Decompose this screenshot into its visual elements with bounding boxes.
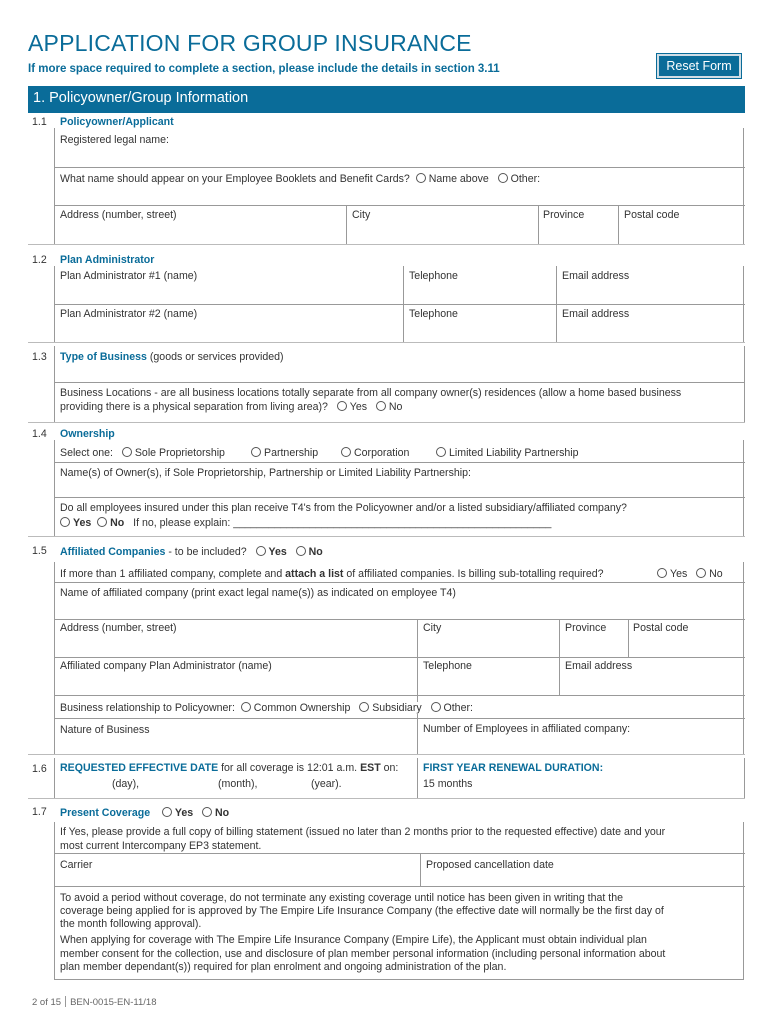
divider (54, 718, 745, 719)
divider (417, 619, 418, 754)
divider (28, 754, 745, 755)
divider (559, 619, 560, 657)
divider (744, 758, 745, 798)
common-ownership-radio[interactable] (241, 702, 251, 712)
affiliated-city-label: City (423, 622, 442, 634)
affiliated-pa-label: Affiliated company Plan Administrator (name) (60, 660, 272, 672)
corporation-option: Corporation (341, 447, 409, 459)
nature-of-business-label: Nature of Business (60, 724, 150, 736)
divider (54, 167, 745, 168)
city-label: City (352, 209, 371, 221)
section-number: 1.2 (32, 254, 47, 266)
divider (28, 342, 745, 343)
form-code: BEN-0015-EN-11/18 (70, 997, 157, 1008)
business-locations-question: Business Locations - are all business locations totally separate from all company owner(s) residences (allow a home based business (60, 387, 682, 399)
divider (417, 758, 418, 798)
policyowner-heading: Policyowner/Applicant (60, 116, 174, 128)
coverage-no-radio[interactable] (202, 807, 212, 817)
t4-question: Do all employees insured under this plan receive T4's from the Policyowner and/or a listed subsidiary/affiliated company? (60, 502, 627, 514)
divider (628, 619, 629, 657)
affiliated-postal-label: Postal code (633, 622, 689, 634)
relationship-question: Business relationship to Policyowner: Common Ownership Subsidiary Other: (60, 702, 477, 714)
effective-date-heading: REQUESTED EFFECTIVE DATE for all coverage is 12:01 a.m. EST on: (60, 762, 399, 774)
num-employees-label: Number of Employees in affiliated company: (423, 723, 631, 735)
province-label: Province (543, 209, 585, 221)
consent-line-1: When applying for coverage with The Empire Life Insurance Company (Empire Life), the Applicant must obtain individual plan (60, 934, 647, 946)
billing-subtotal-question: If more than 1 affiliated company, complete and attach a list of affiliated companies. Is billing sub-totalling required? (60, 568, 604, 580)
renewal-duration-heading: FIRST YEAR RENEWAL DURATION: (423, 762, 604, 774)
divider (54, 462, 745, 463)
divider (744, 346, 745, 422)
carrier-label: Carrier (60, 859, 93, 871)
divider (54, 657, 745, 658)
t4-yes-radio[interactable] (60, 517, 70, 527)
divider (54, 886, 745, 887)
avoid-gap-line-3: the month following approval). (60, 918, 202, 930)
affiliated-address-label: Address (number, street) (60, 622, 177, 634)
divider (54, 497, 745, 498)
section-number: 1.5 (32, 545, 47, 557)
subsidiary-radio[interactable] (359, 702, 369, 712)
avoid-gap-line-1: To avoid a period without coverage, do not terminate any existing coverage until notice has been given in writing that the (60, 892, 623, 904)
t4-answer: Yes No If no, please explain: ______________________________________________________ (60, 517, 551, 529)
owners-label: Name(s) of Owner(s), if Sole Proprietorship, Partnership or Limited Liability Partnership: (60, 467, 471, 479)
affiliated-heading: Affiliated Companies - to be included? Yes No (60, 546, 323, 558)
affiliated-telephone-label: Telephone (423, 660, 472, 672)
cancellation-date-label: Proposed cancellation date (426, 859, 554, 871)
consent-line-3: plan member dependant(s)) required for plan enrolment and ongoing administration of the plan. (60, 961, 507, 973)
billing-subtotal-answer: Yes No (657, 568, 723, 580)
divider (54, 346, 55, 422)
reset-form-button[interactable]: Reset Form (657, 54, 741, 78)
renewal-duration-value: 15 months (423, 778, 473, 790)
sole-proprietorship-radio[interactable] (122, 447, 132, 457)
divider (28, 244, 745, 245)
divider (54, 205, 745, 206)
page-footer (32, 996, 157, 1008)
section-header: 1. Policyowner/Group Information (28, 86, 745, 113)
divider (54, 853, 745, 854)
page-number: 2 of 15 (32, 997, 62, 1008)
subtotal-no-radio[interactable] (696, 568, 706, 578)
legal-name-label: Registered legal name: (60, 134, 169, 146)
email-label: Email address (562, 308, 630, 320)
partnership-option: Partnership (251, 447, 318, 459)
if-yes-line-1: If Yes, please provide a full copy of billing statement (issued no later than 2 months prior to the requested effective) date and your (60, 826, 666, 838)
other-name-radio[interactable] (498, 173, 508, 183)
divider (54, 619, 745, 620)
subtotal-yes-radio[interactable] (657, 568, 667, 578)
divider (538, 205, 539, 244)
email-label: Email address (562, 270, 630, 282)
type-of-business-heading: Type of Business (goods or services provided) (60, 351, 284, 363)
business-locations-question-cont: providing there is a physical separation from living area)? Yes No (60, 401, 403, 413)
locations-no-radio[interactable] (376, 401, 386, 411)
divider (28, 798, 745, 799)
divider (618, 205, 619, 244)
divider (54, 304, 745, 305)
llp-radio[interactable] (436, 447, 446, 457)
divider (28, 536, 745, 537)
section-number: 1.7 (32, 806, 47, 818)
plan-admin-1-label: Plan Administrator #1 (name) (60, 270, 198, 282)
if-yes-line-2: most current Intercompany EP3 statement. (60, 840, 262, 852)
page-subtitle: If more space required to complete a section, please include the details in section 3.11 (28, 63, 500, 75)
affiliated-no-radio[interactable] (296, 546, 306, 556)
coverage-yes-radio[interactable] (162, 807, 172, 817)
corporation-radio[interactable] (341, 447, 351, 457)
partnership-radio[interactable] (251, 447, 261, 457)
affiliated-email-label: Email address (565, 660, 633, 672)
present-coverage-heading: Present Coverage Yes No (60, 807, 230, 819)
section-number: 1.1 (32, 116, 47, 128)
divider (54, 695, 745, 696)
ownership-heading: Ownership (60, 428, 115, 440)
other-relationship-radio[interactable] (431, 702, 441, 712)
plan-admin-2-label: Plan Administrator #2 (name) (60, 308, 198, 320)
year-label: (year). (311, 778, 342, 790)
ownership-select: Select one: Sole Proprietorship (60, 447, 225, 459)
telephone-label: Telephone (409, 308, 458, 320)
section-number: 1.3 (32, 351, 47, 363)
affiliated-name-label: Name of affiliated company (print exact legal name(s)) as indicated on employee T4) (60, 587, 456, 599)
postal-code-label: Postal code (624, 209, 680, 221)
llp-option: Limited Liability Partnership (436, 447, 579, 459)
affiliated-yes-radio[interactable] (256, 546, 266, 556)
name-above-radio[interactable] (416, 173, 426, 183)
address-label: Address (number, street) (60, 209, 177, 221)
divider (54, 758, 55, 798)
day-label: (day), (112, 778, 140, 790)
avoid-gap-line-2: coverage being applied for is approved by The Empire Life Insurance Company (the effective date will normally be the first day of (60, 905, 664, 917)
section-number: 1.4 (32, 428, 47, 440)
divider (559, 657, 560, 695)
t4-no-radio[interactable] (97, 517, 107, 527)
section-number: 1.6 (32, 763, 47, 775)
month-label: (month), (218, 778, 258, 790)
locations-yes-radio[interactable] (337, 401, 347, 411)
affiliated-province-label: Province (565, 622, 607, 634)
divider (28, 422, 745, 423)
divider (54, 382, 745, 383)
telephone-label: Telephone (409, 270, 458, 282)
divider (346, 205, 347, 244)
plan-administrator-heading: Plan Administrator (60, 254, 155, 266)
footer-separator (65, 996, 66, 1007)
divider (420, 853, 421, 886)
divider (54, 582, 745, 583)
booklet-name-question: What name should appear on your Employee Booklets and Benefit Cards? Name above Other: (60, 173, 541, 185)
consent-line-2: member consent for the collection, use and disclosure of plan member personal information (including personal information about (60, 948, 666, 960)
page-title: APPLICATION FOR GROUP INSURANCE (28, 30, 472, 56)
